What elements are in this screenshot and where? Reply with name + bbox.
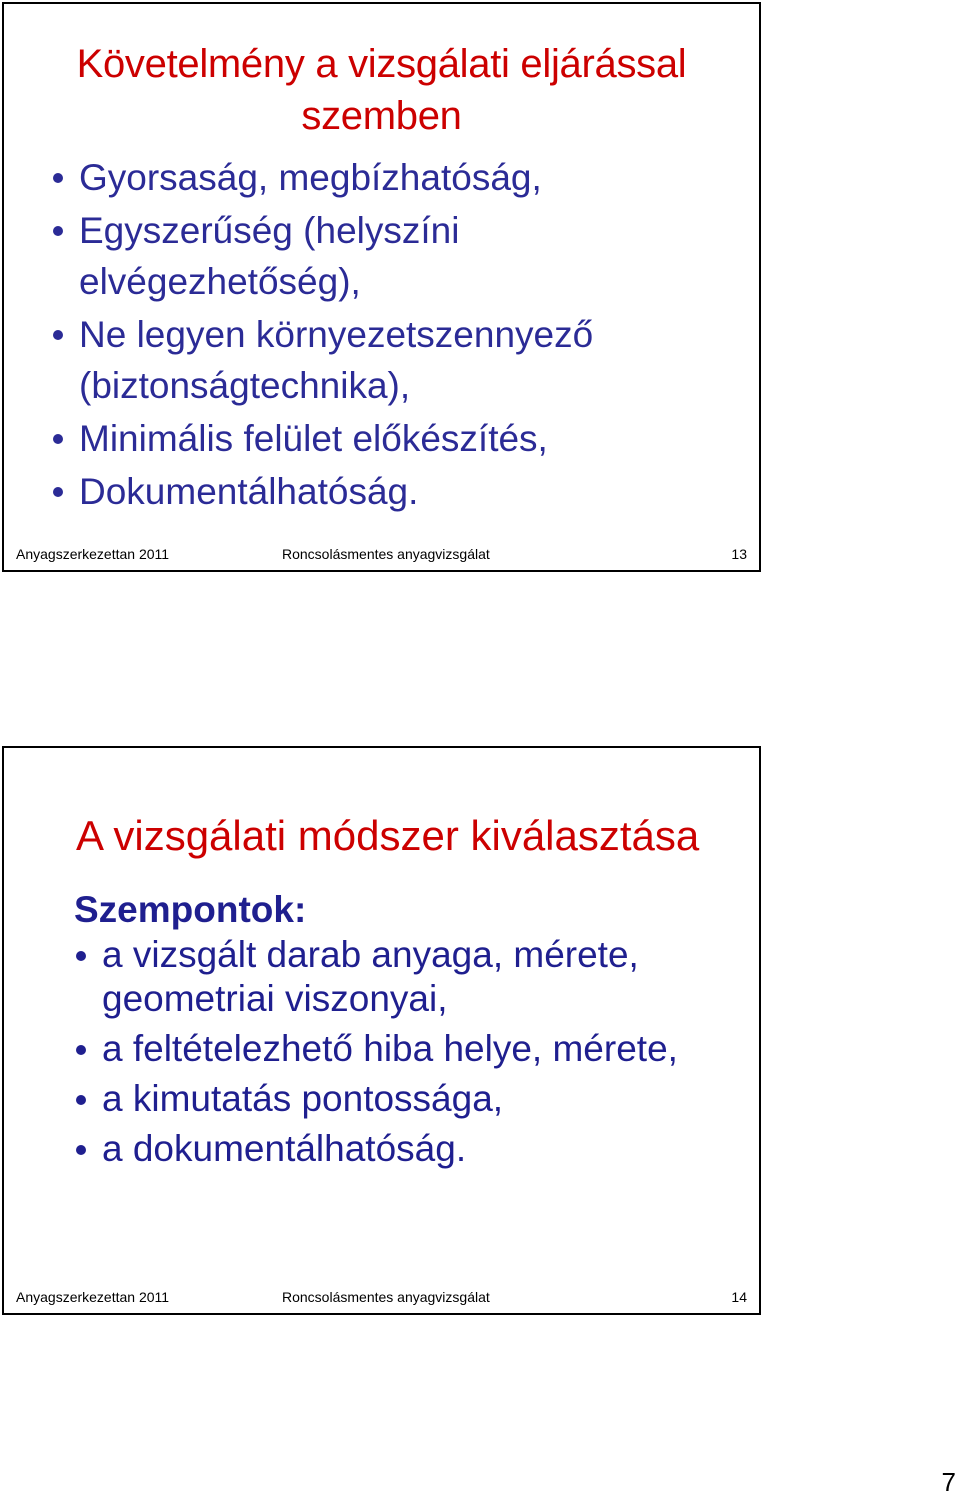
list-item-text: a kimutatás pontossága, [102,1078,504,1119]
list-item [52,152,732,203]
footer-topic: Roncsolásmentes anyagvizsgálat [282,1289,490,1305]
bullet-icon [76,1145,86,1155]
bullet-list [74,933,754,1177]
bullet-list [52,152,732,519]
list-item-text: a dokumentálhatóság. [102,1128,467,1169]
bullet-icon [76,1045,86,1055]
bullet-icon [76,1095,86,1105]
bullet-icon [53,173,63,183]
page-number: 7 [941,1467,956,1497]
list-item [52,466,732,517]
list-item [52,309,732,411]
bullet-icon [53,434,63,444]
slide-title: A vizsgálati módszer kiválasztása [76,812,700,859]
list-item-text: Gyorsaság, megbízhatóság, [79,157,542,198]
list-item [74,1027,754,1071]
list-item-text: a feltételezhető hiba helye, mérete, [102,1028,678,1069]
list-item [74,933,754,1021]
list-item [74,1077,754,1121]
slide-footer [4,1287,759,1307]
slide-title: Követelmény a vizsgálati eljárással szemben [76,42,687,138]
footer-topic: Roncsolásmentes anyagvizsgálat [282,546,490,562]
list-item-text: Egyszerűség (helyszíni elvégezhetőség), [79,210,460,302]
footer-course: Anyagszerkezettan 2011 [16,1289,170,1305]
list-item-text: a vizsgált darab anyaga, mérete, geometriai viszonyai, [102,934,639,1019]
subheading: Szempontok: [74,889,307,930]
slide-footer [4,544,759,564]
bullet-icon [76,951,86,961]
list-item [52,205,732,307]
bullet-icon [53,226,63,236]
bullet-icon [53,487,63,497]
list-item-text: Ne legyen környezetszennyező (biztonságtechnika), [79,314,594,406]
list-item [74,1127,754,1171]
slide-number: 13 [731,546,747,562]
slide-13 [2,2,761,572]
footer-course: Anyagszerkezettan 2011 [16,546,170,562]
bullet-icon [53,330,63,340]
list-item-text: Dokumentálhatóság. [79,471,419,512]
list-item-text: Minimális felület előkészítés, [79,418,548,459]
slide-number: 14 [731,1289,747,1305]
list-item [52,413,732,464]
slide-14 [2,746,761,1315]
